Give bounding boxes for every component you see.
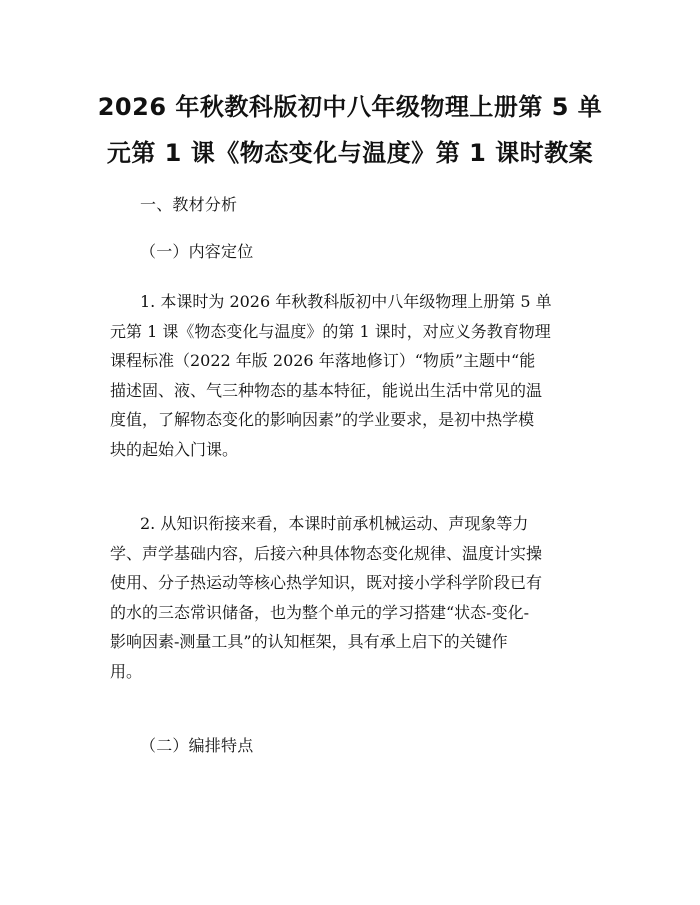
paragraph-2-line: 学、声学基础内容，后接六种具体物态变化规律、温度计实操: [110, 543, 543, 563]
document-title: [95, 84, 605, 176]
paragraph-1-line: 度值，了解物态变化的影响因素”的学业要求，是初中热学模: [110, 410, 535, 429]
paragraph-2-line: 使用、分子热运动等核心热学知识，既对接小学科学阶段已有: [110, 573, 543, 592]
paragraph-1-line: 描述固、液、气三种物态的基本特征，能说出生活中常见的温: [110, 380, 543, 400]
paragraph-1-line: 块的起始入门课。: [110, 439, 239, 459]
paragraph-2-line: 用。: [110, 661, 143, 681]
paragraph-1-line: 课程标准（2022 年版 2026 年落地修订）“物质”主题中“能: [110, 351, 536, 370]
paragraph-2-line: 的水的三态常识储备，也为整个单元的学习搭建“状态-变化-: [110, 602, 529, 622]
paragraph-1-line: 1. 本课时为 2026 年秋教科版初中八年级物理上册第 5 单: [140, 292, 552, 311]
subsection-heading-content-positioning: （一）内容定位: [140, 242, 254, 261]
paragraph-1-line: 元第 1 课《物态变化与温度》的第 1 课时，对应义务教育物理: [110, 321, 551, 341]
section-heading-teaching-material-analysis: 一、教材分析: [140, 195, 238, 214]
paragraph-2-line: 影响因素-测量工具”的认知框架，具有承上启下的关键作: [110, 632, 508, 651]
paragraph-2: [110, 509, 600, 686]
title-line-2: 元第 1 课《物态变化与温度》第 1 课时教案: [106, 139, 594, 167]
subsection-heading-arrangement-features: （二）编排特点: [140, 736, 254, 755]
title-line-1: 2026 年秋教科版初中八年级物理上册第 5 单: [97, 93, 603, 121]
paragraph-2-line: 2. 从知识衔接来看，本课时前承机械运动、声现象等力: [140, 514, 529, 533]
paragraph-1: [110, 287, 600, 464]
